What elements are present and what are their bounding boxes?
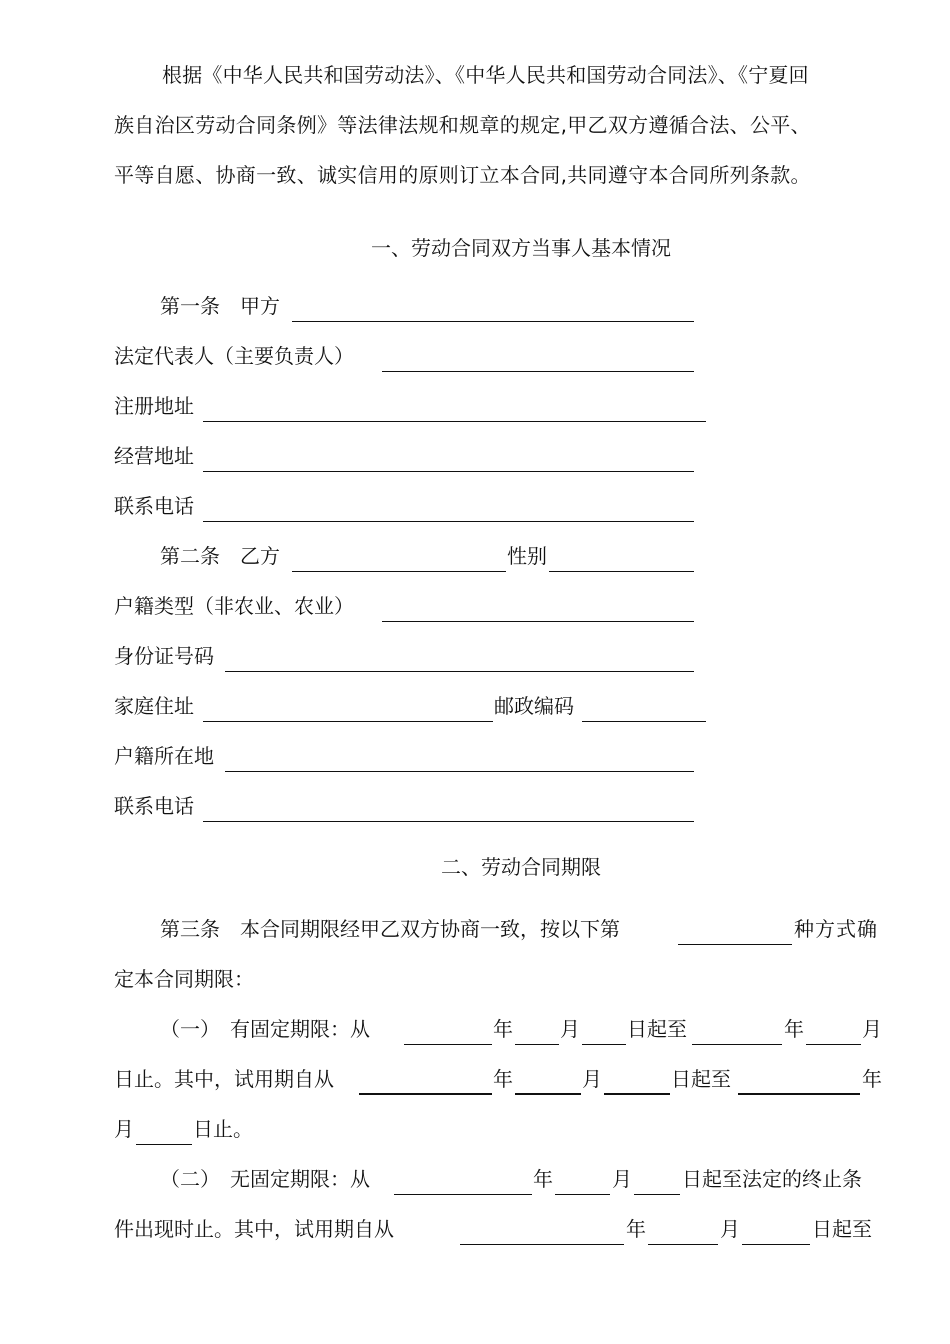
party-a-phone-label: 联系电话 xyxy=(114,494,194,518)
month-label: 月 xyxy=(862,1017,882,1041)
end-label: 日止。 xyxy=(193,1117,253,1141)
party-b-phone-field[interactable] xyxy=(203,821,694,822)
hukou-type-field[interactable] xyxy=(382,621,694,622)
trial-start-day-field[interactable] xyxy=(604,1093,670,1095)
fixed-start-month-field[interactable] xyxy=(515,1044,559,1045)
party-a-name-field[interactable] xyxy=(292,321,694,322)
party-a-phone-field[interactable] xyxy=(203,521,694,522)
open-trial-year-field[interactable] xyxy=(460,1244,624,1245)
intro-line-3: 平等自愿、协商一致、诚实信用的原则订立本合同,共同遵守本合同所列条款。 xyxy=(114,163,811,187)
trial-period-text: 日止。其中，试用期自从 xyxy=(114,1067,334,1091)
open-trial-month-field[interactable] xyxy=(648,1244,718,1245)
fixed-start-year-field[interactable] xyxy=(404,1044,492,1045)
section-1-heading: 一、劳动合同双方当事人基本情况 xyxy=(371,236,671,260)
article-3-text-tail: 种方式确 xyxy=(794,917,878,941)
month-label: 月 xyxy=(612,1167,632,1191)
start-to-label: 日起至 xyxy=(627,1017,687,1041)
open-start-month-field[interactable] xyxy=(555,1194,610,1195)
open-start-year-field[interactable] xyxy=(394,1194,532,1195)
year-label: 年 xyxy=(784,1017,804,1041)
party-b-phone-label: 联系电话 xyxy=(114,794,194,818)
intro-line-2: 族自治区劳动合同条例》等法律法规和规章的规定,甲乙双方遵循合法、公平、 xyxy=(114,113,811,137)
start-to-label: 日起至 xyxy=(671,1067,731,1091)
month-label: 月 xyxy=(582,1067,602,1091)
month-label: 月 xyxy=(720,1217,740,1241)
open-start-day-field[interactable] xyxy=(634,1194,680,1195)
year-label: 年 xyxy=(493,1067,513,1091)
fixed-end-year-field[interactable] xyxy=(692,1044,782,1045)
trial-start-month-field[interactable] xyxy=(515,1093,581,1095)
trial-end-year-field[interactable] xyxy=(738,1093,860,1095)
trial-start-year-field[interactable] xyxy=(359,1093,492,1095)
fixed-start-day-field[interactable] xyxy=(582,1044,626,1045)
id-number-field[interactable] xyxy=(225,671,694,672)
section-2-heading: 二、劳动合同期限 xyxy=(441,855,601,879)
legal-rep-field[interactable] xyxy=(382,371,694,372)
year-label: 年 xyxy=(626,1217,646,1241)
hukou-location-field[interactable] xyxy=(225,771,694,772)
fixed-end-month-field[interactable] xyxy=(806,1044,861,1045)
year-label: 年 xyxy=(493,1017,513,1041)
open-term-label: （二） 无固定期限：从 xyxy=(160,1167,370,1191)
postcode-field[interactable] xyxy=(582,721,706,722)
hukou-location-label: 户籍所在地 xyxy=(114,744,214,768)
year-label: 年 xyxy=(533,1167,553,1191)
article-3-text: 第三条 本合同期限经甲乙双方协商一致，按以下第 xyxy=(160,917,620,941)
home-address-field[interactable] xyxy=(203,721,493,722)
intro-line-1: 根据《中华人民共和国劳动法》、《中华人民共和国劳动合同法》、《宁夏回 xyxy=(162,63,809,87)
hukou-type-label: 户籍类型（非农业、农业） xyxy=(114,594,354,618)
gender-label: 性别 xyxy=(507,544,547,568)
article-3-text-line2: 定本合同期限： xyxy=(114,967,254,991)
month-label: 月 xyxy=(560,1017,580,1041)
trial-end-month-field[interactable] xyxy=(136,1144,192,1145)
postcode-label: 邮政编码 xyxy=(494,694,574,718)
year-label: 年 xyxy=(862,1067,882,1091)
article-1-party-a-label: 第一条 甲方 xyxy=(160,294,280,318)
open-trial-day-field[interactable] xyxy=(742,1244,810,1245)
month-label: 月 xyxy=(114,1117,134,1141)
fixed-term-label: （一） 有固定期限：从 xyxy=(160,1017,370,1041)
legal-rep-label: 法定代表人（主要负责人） xyxy=(114,344,354,368)
home-address-label: 家庭住址 xyxy=(114,694,194,718)
biz-address-label: 经营地址 xyxy=(114,444,194,468)
reg-address-field[interactable] xyxy=(203,421,706,422)
gender-field[interactable] xyxy=(549,571,694,572)
biz-address-field[interactable] xyxy=(203,471,694,472)
contract-type-number-field[interactable] xyxy=(678,944,792,945)
party-b-name-field[interactable] xyxy=(292,571,506,572)
id-number-label: 身份证号码 xyxy=(114,644,214,668)
start-to-label: 日起至 xyxy=(812,1217,872,1241)
reg-address-label: 注册地址 xyxy=(114,394,194,418)
open-term-tail: 日起至法定的终止条 xyxy=(682,1167,862,1191)
open-trial-text: 件出现时止。其中，试用期自从 xyxy=(114,1217,394,1241)
article-2-party-b-label: 第二条 乙方 xyxy=(160,544,280,568)
